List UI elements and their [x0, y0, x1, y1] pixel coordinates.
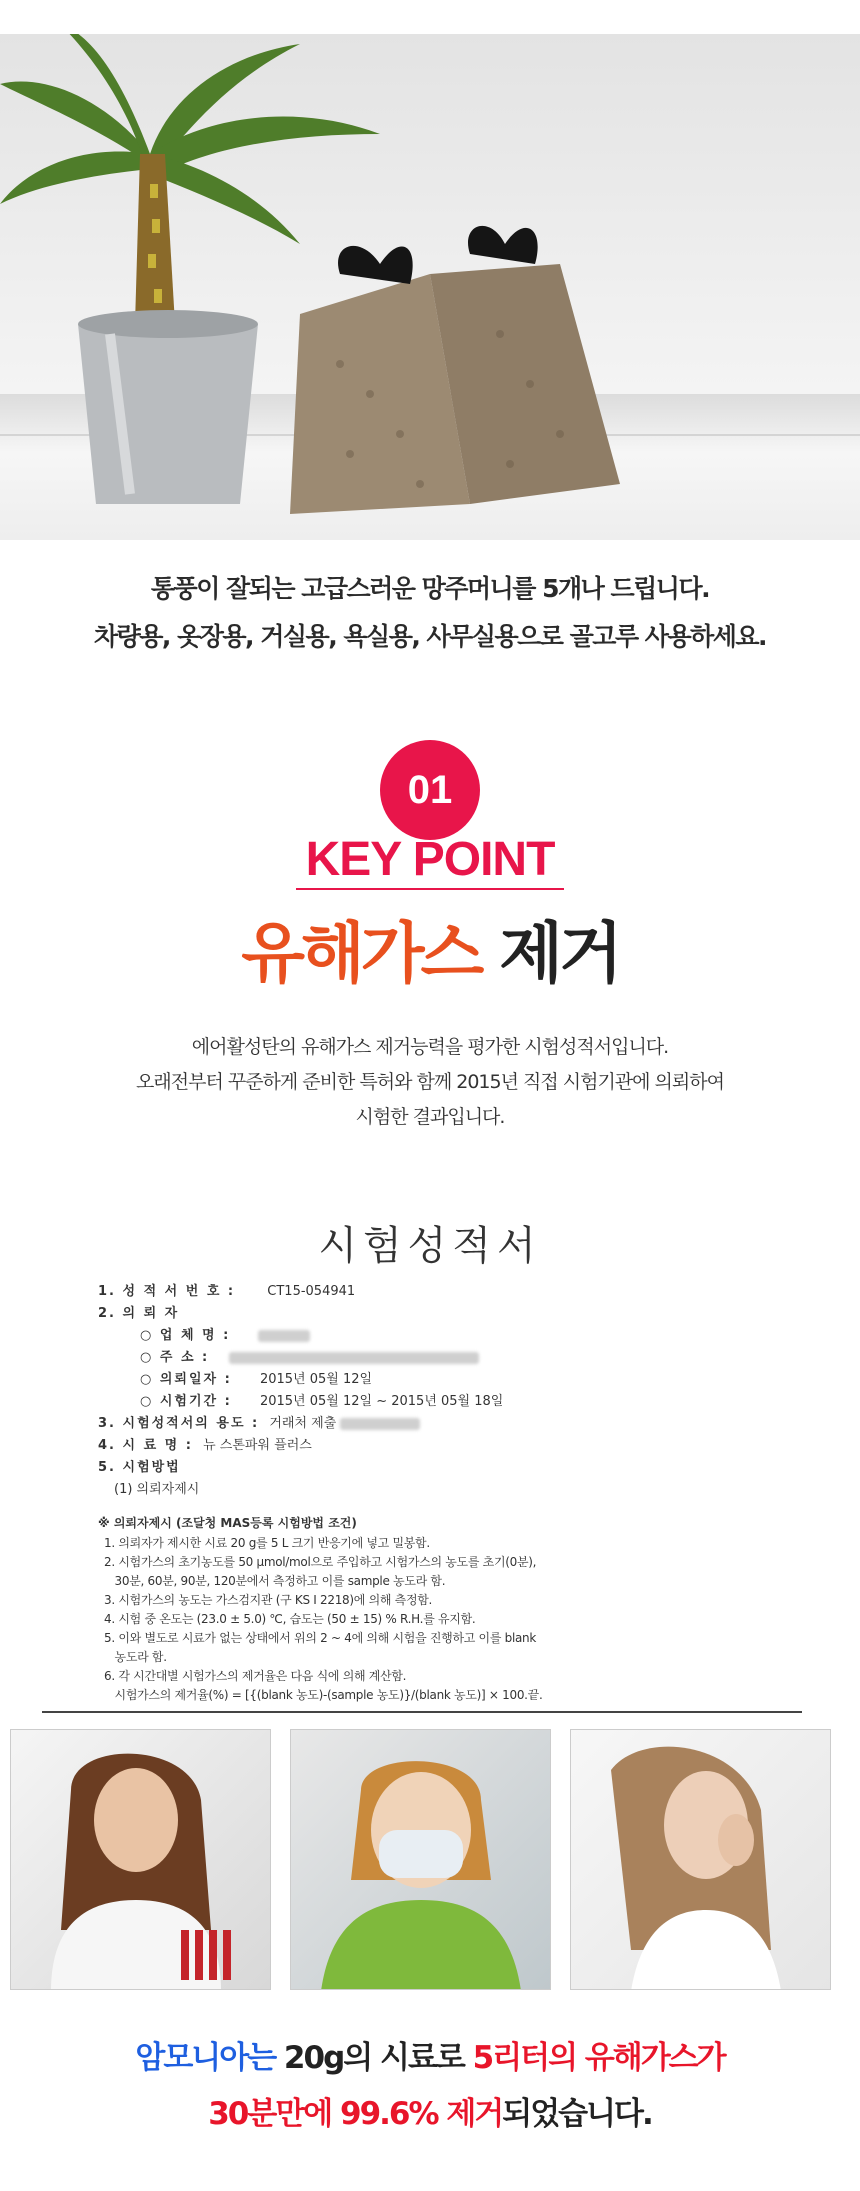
sample-name: 뉴 스톤파워 플러스	[203, 1438, 312, 1453]
bag-tie-left	[338, 246, 413, 284]
conclusion-end: 되었습니다.	[502, 2096, 652, 2132]
notes-title: ※ 의뢰자제시 (조달청 MAS등록 시험방법 조건)	[98, 1516, 357, 1530]
photo-woman-holding-nose	[570, 1729, 831, 1990]
note-line: 시험가스의 제거율(%) = [{(blank 농도)-(sample 농도)}/(blank 농도)] × 100.끝.	[104, 1688, 543, 1702]
test-period-key: ○ 시험기간 :	[140, 1394, 232, 1409]
conclusion-text	[0, 2030, 860, 2142]
note-line: 3. 시험가스의 농도는 가스검지관 (구 KS I 2218)에 의해 측정함.	[104, 1593, 433, 1607]
certificate-title: 시험성적서	[318, 1223, 542, 1269]
headline-rest: 제거	[499, 915, 619, 992]
note-line: 2. 시험가스의 초기농도를 50 μmol/mol으로 주입하고 시험가스의 농도를 초기(0분),	[104, 1555, 537, 1569]
cert-item-2-key: 2. 의 뢰 자	[98, 1306, 180, 1321]
key-point-number-badge: 01	[380, 740, 480, 840]
redacted-company	[258, 1330, 310, 1342]
request-date: 2015년 05월 12일	[259, 1372, 373, 1387]
note-line: 1. 의뢰자가 제시한 시료 20 g를 5 L 크기 반응기에 넣고 밀봉함.	[104, 1536, 430, 1550]
child-illustration	[291, 1730, 551, 1990]
conclusion-line-1	[0, 2030, 860, 2086]
conclusion-volume: 5리터의 유해가스가	[472, 2040, 725, 2076]
redacted-address	[229, 1352, 479, 1364]
cert-item-3-key: 3. 시험성적서의 용도 :	[98, 1416, 260, 1431]
cert-item-5-key: 5. 시험방법	[98, 1460, 181, 1475]
description-line-1: 에어활성탄의 유해가스 제거능력을 평가한 시험성적서입니다.	[191, 1036, 669, 1058]
researcher-illustration	[11, 1730, 271, 1990]
request-date-key: ○ 의뢰일자 :	[140, 1372, 232, 1387]
conclusion-sample: 20g의 시료로	[275, 2040, 473, 2076]
conclusion-result: 30분만에 99.6% 제거	[208, 2096, 503, 2132]
conclusion-ammonia: 암모니아는	[135, 2040, 276, 2076]
intro-line-2: 차량용, 옷장용, 거실용, 욕실용, 사무실용으로 골고루 사용하세요.	[93, 622, 767, 651]
note-line: 6. 각 시간대별 시험가스의 제거율은 다음 식에 의해 계산함.	[104, 1669, 407, 1683]
bag-tie-right	[468, 226, 538, 264]
section-divider	[42, 1711, 802, 1713]
address-key: ○ 주 소 :	[140, 1350, 210, 1365]
cert-number: CT15-054941	[267, 1284, 356, 1299]
description	[0, 1030, 860, 1135]
palm-leaves	[0, 34, 380, 244]
note-line: 농도라 함.	[104, 1650, 167, 1664]
cert-item-5-sub: (1) 의뢰자제시	[114, 1482, 200, 1497]
note-line: 30분, 60분, 90분, 120분에서 측정하고 이를 sample 농도라 함.	[104, 1574, 446, 1588]
description-line-2: 오래전부터 꾸준하게 준비한 특허와 함께 2015년 직접 시험기관에 의뢰하여	[136, 1071, 724, 1093]
cert-item-4-key: 4. 시 료 명 :	[98, 1438, 193, 1453]
note-line: 5. 이와 별도로 시료가 없는 상태에서 위의 2 ~ 4에 의해 시험을 진행하고 이를 blank	[104, 1631, 537, 1645]
cert-item-1-key: 1. 성 적 서 번 호 :	[98, 1284, 236, 1299]
photo-child-with-mask	[290, 1729, 551, 1990]
intro-text	[0, 565, 860, 661]
cert-purpose: 거래처 제출	[269, 1416, 337, 1431]
headline-accent: 유해가스	[241, 915, 481, 992]
key-point-headline	[0, 900, 860, 995]
description-line-3: 시험한 결과입니다.	[355, 1106, 505, 1128]
conclusion-line-2	[0, 2086, 860, 2142]
company-key: ○ 업 체 명 :	[140, 1328, 231, 1343]
pot-rim	[78, 310, 258, 338]
redacted-purpose	[340, 1418, 420, 1430]
hero-illustration	[0, 34, 860, 540]
test-period: 2015년 05월 12일 ~ 2015년 05월 18일	[259, 1394, 504, 1409]
key-point-label: KEY POINT	[305, 833, 555, 886]
photo-lab-researcher	[10, 1729, 271, 1990]
woman-illustration	[571, 1730, 831, 1990]
key-point-underline	[296, 888, 564, 890]
metal-pot	[78, 324, 258, 504]
note-line: 4. 시험 중 온도는 (23.0 ± 5.0) ℃, 습도는 (50 ± 15) % R.H.를 유지함.	[104, 1612, 476, 1626]
intro-line-1: 통풍이 잘되는 고급스러운 망주머니를 5개나 드립니다.	[150, 574, 710, 603]
hero-product-photo	[0, 34, 860, 540]
